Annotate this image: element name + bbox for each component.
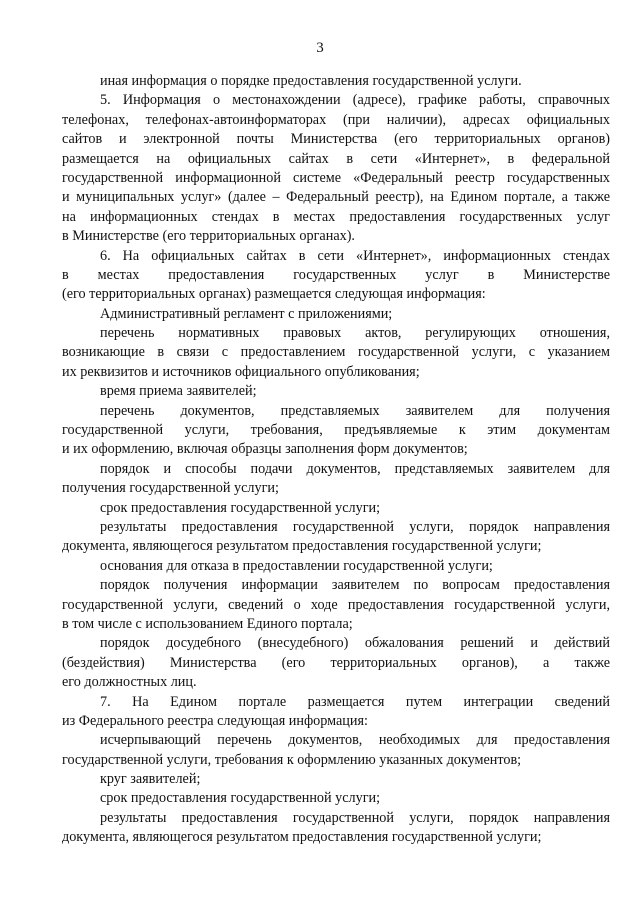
text-line: порядок досудебного (внесудебного) обжалования решений и действий <box>100 635 610 652</box>
text-line: государственной информационной системе «Федеральный реестр государственных <box>62 169 610 186</box>
text-line: перечень нормативных правовых актов, регулирующих отношения, <box>100 325 610 342</box>
text-line: круг заявителей; <box>100 771 201 788</box>
text-line: срок предоставления государственной услуги; <box>100 790 381 807</box>
text-line: получения государственной услуги; <box>62 480 279 497</box>
text-line: размещается на официальных сайтах в сети «Интернет», в федеральной <box>62 150 610 167</box>
page-number: 3 <box>316 40 324 56</box>
text-line: время приема заявителей; <box>100 383 257 400</box>
text-line: Административный регламент с приложениями; <box>100 305 393 322</box>
text-line: срок предоставления государственной услуги; <box>100 499 381 516</box>
text-line: порядок получения информации заявителем по вопросам предоставления <box>100 577 610 594</box>
text-line: на информационных стендах в местах предоставления государственных услуг <box>62 208 610 225</box>
text-line: и их оформлению, включая образцы заполнения форм документов; <box>62 441 468 458</box>
text-line: документа, являющегося результатом предоставления государственной услуги; <box>62 538 542 555</box>
text-line: (бездействия) Министерства (его территориальных органов), а также <box>62 654 610 671</box>
text-line: основания для отказа в предоставлении государственной услуги; <box>100 557 493 574</box>
text-line: государственной услуги, сведений о ходе предоставления государственной услуги, <box>62 596 610 613</box>
text-line: сайтов и электронной почты Министерства (его территориальных органов) <box>62 131 610 148</box>
text-line: в Министерстве (его территориальных органах). <box>62 228 355 245</box>
text-line: его должностных лиц. <box>62 674 197 691</box>
text-line: в том числе с использованием Единого портала; <box>62 615 353 632</box>
text-line: 7. На Едином портале размещается путем интеграции сведений <box>100 693 610 710</box>
text-line: порядок и способы подачи документов, представляемых заявителем для <box>100 460 610 477</box>
text-line: перечень документов, представляемых заявителем для получения <box>100 402 610 419</box>
text-line: иная информация о порядке предоставления государственной услуги. <box>100 73 522 89</box>
text-line: и муниципальных услуг» (далее – Федеральный реестр), на Едином портале, а также <box>62 189 610 206</box>
text-line: в местах предоставления государственных услуг в Министерстве <box>62 266 610 283</box>
document-body <box>62 72 610 848</box>
text-line: их реквизитов и источников официального опубликования; <box>62 363 420 380</box>
text-line: 6. На официальных сайтах в сети «Интернет», информационных стендах <box>100 247 610 264</box>
text-line: государственной услуги, требования, предъявляемые к этим документам <box>62 422 610 439</box>
text-line: результаты предоставления государственной услуги, порядок направления <box>100 518 610 535</box>
text-line: 5. Информация о местонахождении (адресе), графике работы, справочных <box>100 92 610 109</box>
text-line: исчерпывающий перечень документов, необходимых для предоставления <box>100 732 610 749</box>
text-line: результаты предоставления государственной услуги, порядок направления <box>100 809 610 826</box>
text-line: возникающие в связи с предоставлением государственной услуги, с указанием <box>62 344 610 361</box>
text-line: (его территориальных органах) размещается следующая информация: <box>62 286 486 303</box>
text-line: документа, являющегося результатом предоставления государственной услуги; <box>62 829 542 846</box>
text-line: телефонах, телефонах-автоинформаторах (при наличии), адресах официальных <box>62 111 610 128</box>
text-line: государственной услуги, требования к оформлению указанных документов; <box>62 751 522 768</box>
text-line: из Федерального реестра следующая информация: <box>62 712 368 729</box>
